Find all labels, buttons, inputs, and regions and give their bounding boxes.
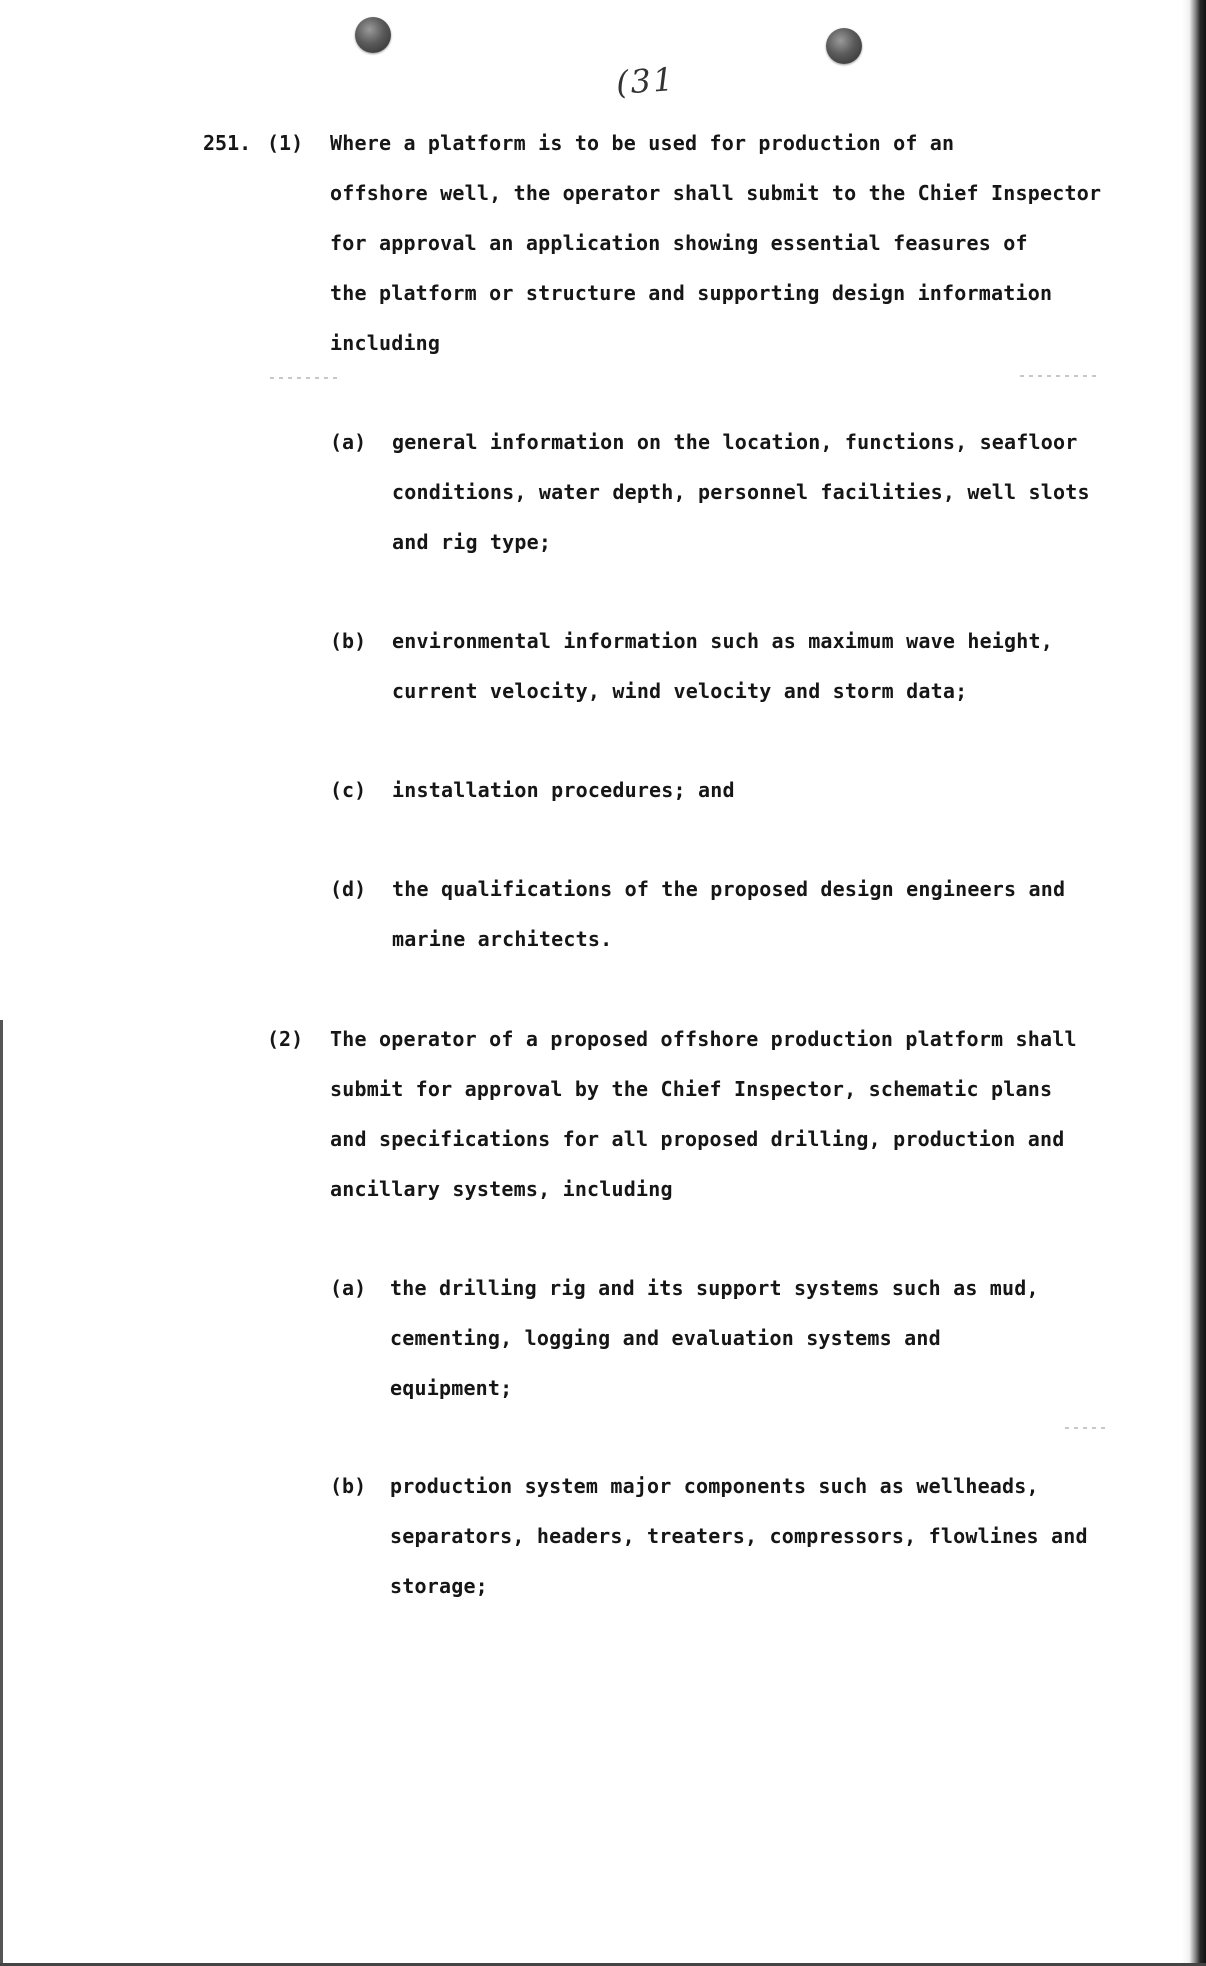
scan-mark [1065,1427,1105,1429]
text-line: storage; [390,1574,488,1598]
item-label: (d) [330,877,367,901]
text-line: the platform or structure and supporting design information [330,281,1053,305]
punch-hole-right [826,28,862,64]
page-edge-left [0,1020,3,1966]
section-number: 251. [203,131,252,155]
subsection-label: (2) [267,1027,304,1051]
text-line: the qualifications of the proposed design engineers and [392,877,1066,901]
item-label: (a) [330,430,367,454]
text-line: submit for approval by the Chief Inspector, schematic plans [330,1077,1053,1101]
punch-hole-left [355,17,391,53]
text-line: separators, headers, treaters, compressors, flowlines and [390,1524,1088,1548]
text-line: general information on the location, functions, seafloor [392,430,1078,454]
text-line: environmental information such as maximum wave height, [392,629,1054,653]
subsection-label: (1) [267,131,304,155]
page-number: (31 [614,59,677,103]
text-line: the drilling rig and its support systems such as mud, [390,1276,1039,1300]
scan-mark [270,377,340,379]
text-line: and specifications for all proposed drilling, production and [330,1127,1065,1151]
text-line: production system major components such as wellheads, [390,1474,1039,1498]
text-line: including [330,331,441,355]
text-line: The operator of a proposed offshore production platform shall [330,1027,1077,1051]
text-line: marine architects. [392,927,613,951]
page-edge-shadow [1182,0,1206,1966]
scan-mark [1020,375,1100,377]
item-label: (b) [330,629,367,653]
text-line: ancillary systems, including [330,1177,673,1201]
item-label: (a) [330,1276,367,1300]
text-line: offshore well, the operator shall submit to the Chief Inspector [330,181,1102,205]
item-label: (b) [330,1474,367,1498]
text-line: current velocity, wind velocity and storm data; [392,679,968,703]
text-line: equipment; [390,1376,513,1400]
text-line: for approval an application showing essential feasures of [330,231,1028,255]
text-line: and rig type; [392,530,552,554]
text-line: Where a platform is to be used for production of an [330,131,955,155]
text-line: cementing, logging and evaluation systems and [390,1326,941,1350]
text-line: conditions, water depth, personnel facilities, well slots [392,480,1090,504]
item-label: (c) [330,778,367,802]
text-line: installation procedures; and [392,778,735,802]
